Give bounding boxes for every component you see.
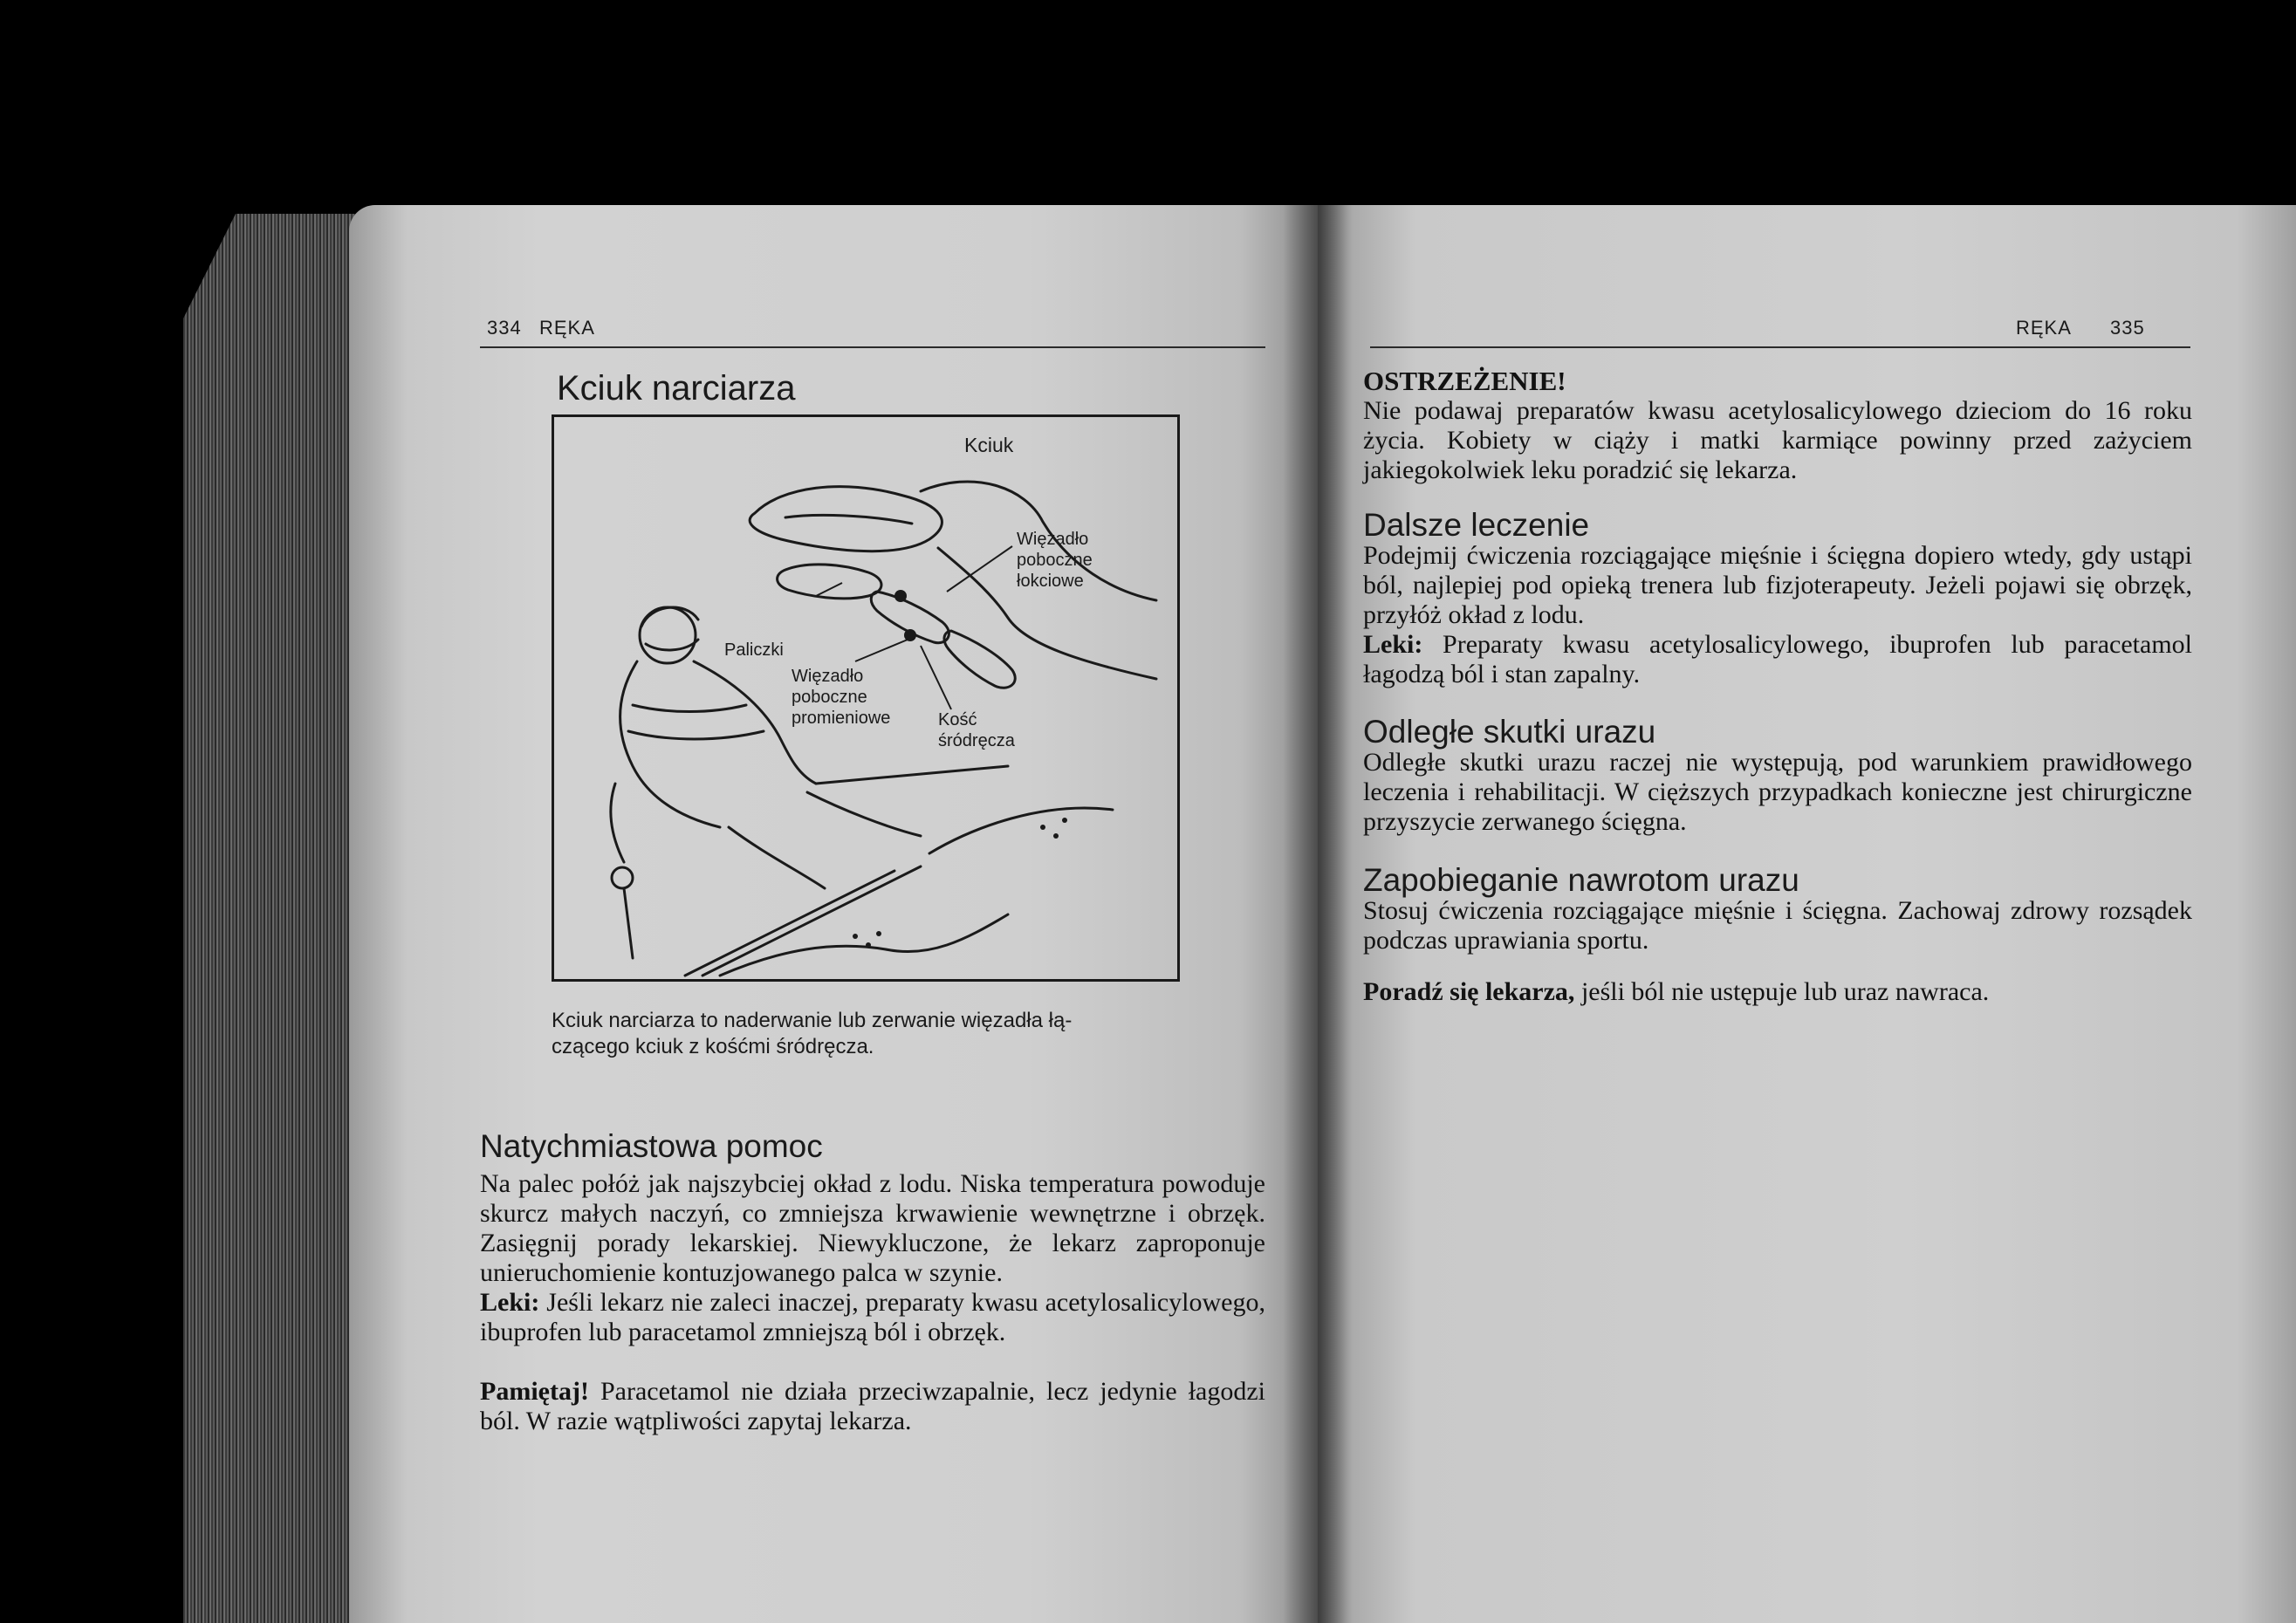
paragraph-poradz: Poradź się lekarza, jeśli ból nie ustępuje lub uraz nawraca. — [1363, 977, 1990, 1006]
label-kciuk: Kciuk — [964, 434, 1014, 456]
header-rule-right — [1370, 346, 2190, 348]
paragraph-first-aid: Na palec połóż jak najszybciej okład z lodu. Niska temperatura powoduje skurcz małych naczyń, co zmniejsza krwawienie wewnętrzne i obrzęk. Zasięgnij porady lekarskiej. Niewykluczone, że lekarz zaproponuje unieruchomienie kontuzjowanego palca w szynie. — [480, 1169, 1265, 1287]
heading-zapobieganie: Zapobieganie nawrotom urazu — [1363, 862, 1799, 898]
page-title: Kciuk narciarza — [557, 369, 796, 407]
left-page — [349, 205, 1318, 1623]
running-head-right: RĘKA — [2016, 317, 2072, 339]
right-page — [1318, 205, 2296, 1623]
paragraph-dalsze: Podejmij ćwiczenia rozciągające mięśnie i ścięgna dopiero wtedy, gdy ustąpi ból, najlepiej pod opieką trenera lub fizjoterapeuty. Jeżeli pojawi się obrzęk, przyłóż okład z lodu. — [1363, 541, 2192, 629]
header-rule — [480, 346, 1265, 348]
heading-odlegle-skutki: Odległe skutki urazu — [1363, 714, 1656, 750]
book-gutter — [1283, 205, 1353, 1623]
paragraph-leki-left: Leki: Jeśli lekarz nie zaleci inaczej, preparaty kwasu acetylosalicylowego, ibuprofen lub paracetamol zmniejszą ból i obrzęk. — [480, 1288, 1265, 1346]
label-kosc-srodrecza: Kość śródręcza — [938, 710, 1015, 750]
paragraph-odlegle: Odległe skutki urazu raczej nie występują, pod warunkiem prawidłowego leczenia i rehabilitacji. W cięższych przypadkach konieczne jest chirurgiczne przyszycie zerwanego ścięgna. — [1363, 748, 2192, 836]
label-wiezadlo-lokciowe: Więzadło poboczne łokciowe — [1017, 530, 1093, 591]
page-number-right: 335 — [2110, 317, 2145, 339]
heading-dalsze-leczenie: Dalsze leczenie — [1363, 507, 1590, 543]
page-number-left: 334 — [487, 317, 522, 339]
warning-heading: OSTRZEŻENIE! — [1363, 366, 1566, 396]
body-left — [480, 1169, 1265, 1436]
paragraph-zapobieganie: Stosuj ćwiczenia rozciągające mięśnie i ścięgna. Zachowaj zdrowy rozsądek podczas uprawiania sportu. — [1363, 896, 2192, 955]
label-paliczki: Paliczki — [724, 640, 784, 660]
paragraph-pamietaj: Pamiętaj! Paracetamol nie działa przeciwzapalnie, lecz jedynie łagodzi ból. W razie wątpliwości zapytaj lekarza. — [480, 1377, 1265, 1435]
label-wiezadlo-promieniowe: Więzadło poboczne promieniowe — [792, 667, 891, 728]
heading-natychmiastowa-pomoc: Natychmiastowa pomoc — [480, 1128, 823, 1164]
running-head-left: RĘKA — [539, 317, 595, 339]
warning-box — [1363, 366, 2192, 485]
page-edges — [183, 214, 358, 1623]
figure-caption: Kciuk narciarza to naderwanie lub zerwanie więzadła łą- czącego kciuk z kośćmi śródręcza. — [552, 1009, 1073, 1058]
illustration-figure — [552, 414, 1180, 982]
body-dalsze — [1363, 541, 2192, 689]
warning-text: Nie podawaj preparatów kwasu acetylosalicylowego dzieciom do 16 roku życia. Kobiety w ciąży i matki karmiące powinny przed zażyciem jakiegokolwiek leku poradzić się lekarza. — [1363, 396, 2192, 484]
paragraph-leki-right: Leki: Preparaty kwasu acetylosalicylowego, ibuprofen lub paracetamol łagodzą ból i stan zapalny. — [1363, 630, 2192, 688]
